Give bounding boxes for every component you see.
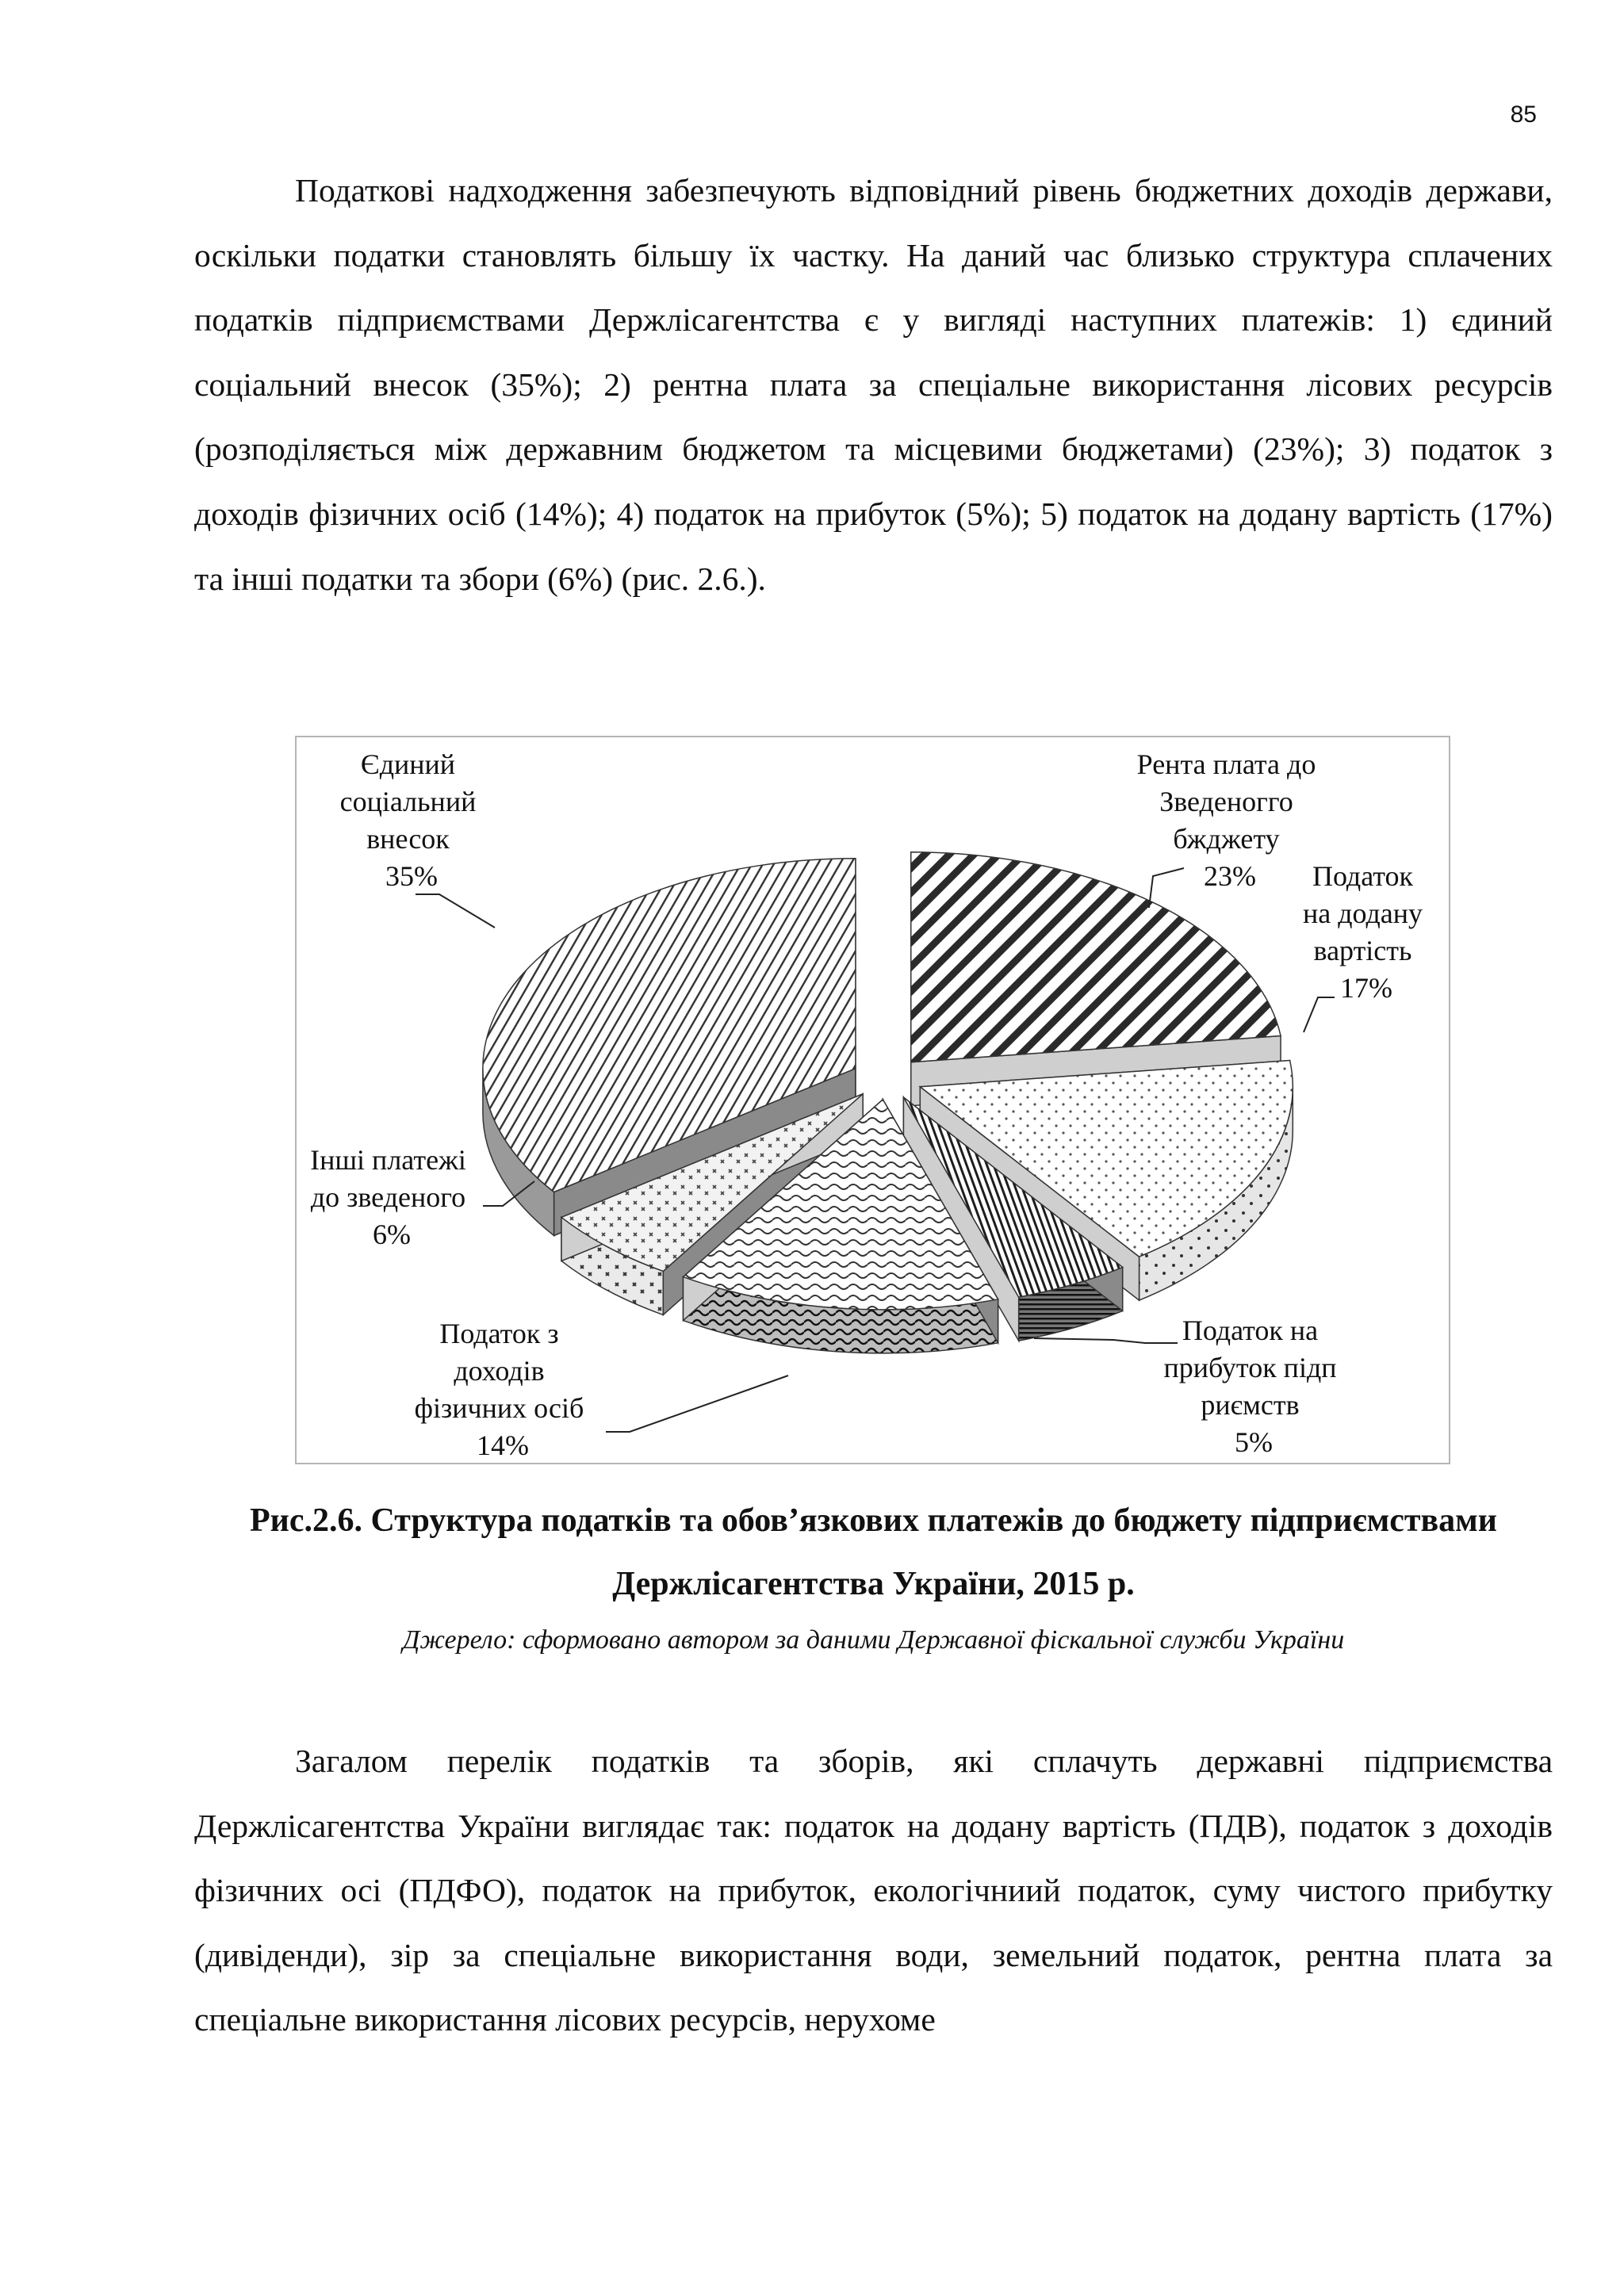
leader-line-pdfo — [606, 1376, 788, 1432]
pie-slices — [483, 852, 1293, 1353]
figure-pie-chart — [295, 736, 1450, 1464]
label-pdfo: Податок з доходів фізичних осіб 14% — [414, 1318, 584, 1461]
label-profit: Податок на прибуток підп риємств 5% — [1163, 1314, 1337, 1458]
pie-chart-svg — [297, 737, 1452, 1466]
paragraph-2-text: Загалом перелік податків та зборів, які сплачуть державні підприємства Держлісагентства України виглядає так: податок на додану вартість (ПДВ), податок з доходів фізичних осі (ПДФО), податок на прибуток, екологічниий податок, суму чистого прибутку (дивіденди), зір за спеціальне використання води, земельний податок, рентна плата за спеціальне використання лісових ресурсів, нерухоме — [194, 1743, 1553, 2038]
figure-caption: Рис.2.6. Структура податків та обов’язкових платежів до бюджету підприємствами Держлісагентства України, 2015 р. — [250, 1502, 1497, 1602]
label-other: Інші платежі до зведеного 6% — [310, 1144, 466, 1250]
label-vat: Податок на додану вартість 17% — [1302, 860, 1423, 1004]
leader-line-vat — [1304, 997, 1335, 1032]
label-rent: Рента плата до Зведеногго бжджету 23% — [1136, 748, 1316, 892]
leader-line-profit — [1034, 1338, 1178, 1343]
label-esv: Єдиний соціальний внесок 35% — [339, 748, 477, 892]
leader-line-esv — [416, 894, 495, 928]
paragraph-1-text: Податкові надходження забезпечують відповідний рівень бюджетних доходів держави, оскільки податки становлять більшу їх частку. На даний час близько структура сплачених податків підприємствами Держлісагентства є у вигляді наступних платежів: 1) єдиний соціальний внесок (35%); 2) рентна плата за спеціальне використання лісових ресурсів (розподіляється між державним бюджетом та місцевими бюджетами) (23%); 3) податок з доходів фізичних осіб (14%); 4) податок на прибуток (5%); 5) податок на додану вартість (17%) та інші податки та збори (6%) (рис. 2.6.). — [194, 172, 1553, 597]
leader-line-rent — [1149, 868, 1184, 908]
body-paragraph-2 — [194, 1729, 1553, 2053]
page-number: 85 — [1510, 101, 1537, 128]
figure-source: Джерело: сформовано автором за даними Державної фіскальної служби України — [402, 1625, 1345, 1655]
body-paragraph-1 — [194, 159, 1553, 611]
